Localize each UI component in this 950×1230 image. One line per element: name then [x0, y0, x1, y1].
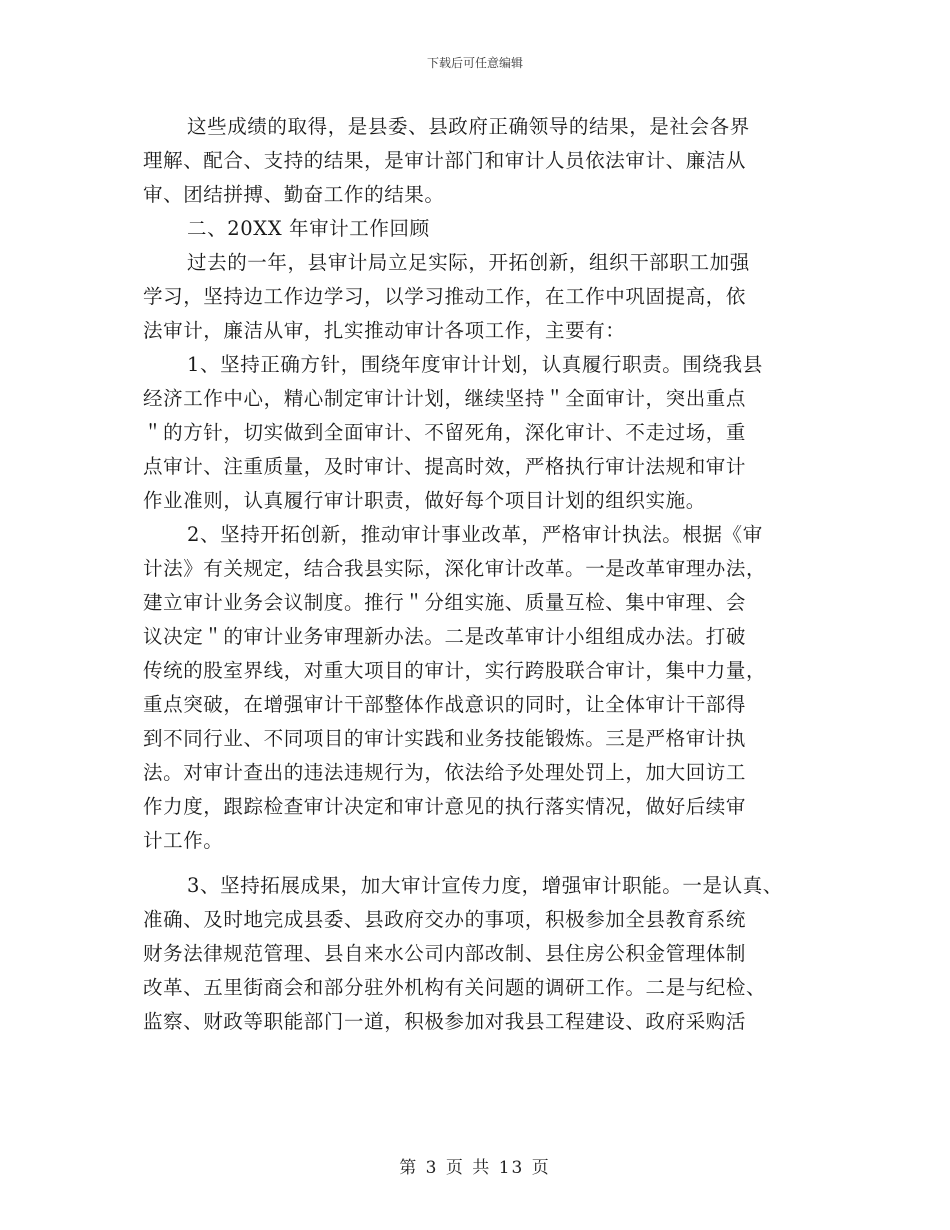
- page-header-note: 下载后可任意编辑: [426, 56, 523, 70]
- text-line: 议决定＂的审计业务审理新办法。二是改革审计小组组成办法。打破: [143, 625, 747, 648]
- text-line: 理解、配合、支持的结果，是审计部门和审计人员依法审计、廉洁从: [143, 149, 747, 172]
- text-line: 学习，坚持边工作边学习，以学习推动工作，在工作中巩固提高，依: [143, 285, 747, 308]
- text-line: 建立审计业务会议制度。推行＂分组实施、质量互检、集中审理、会: [143, 591, 747, 614]
- text-line: 作业准则，认真履行审计职责，做好每个项目计划的组织实施。: [143, 489, 706, 512]
- text-line: 到不同行业、不同项目的审计实践和业务技能锻炼。三是严格审计执: [143, 727, 747, 750]
- text-line: ＂的方针，切实做到全面审计、不留死角，深化审计、不走过场，重: [143, 421, 747, 444]
- text-line: 财务法律规范管理、县自来水公司内部改制、县住房公积金管理体制: [143, 942, 747, 965]
- text-line: 准确、及时地完成县委、县政府交办的事项，积极参加全县教育系统: [143, 908, 747, 931]
- document-body: [143, 110, 823, 1039]
- text-line: 法审计，廉洁从审，扎实推动审计各项工作，主要有：: [143, 319, 626, 342]
- text-line: 计法》有关规定，结合我县实际，深化审计改革。一是改革审理办法，: [143, 557, 767, 580]
- text-line: 改革、五里街商会和部分驻外机构有关问题的调研工作。二是与纪检、: [143, 976, 767, 999]
- text-line: 重点突破，在增强审计干部整体作战意识的同时，让全体审计干部得: [143, 693, 747, 716]
- section-heading: 二、20XX 年审计工作回顾: [187, 217, 430, 240]
- page-number-footer: 第 3 页 共 13 页: [399, 1158, 551, 1178]
- text-line: 过去的一年，县审计局立足实际，开拓创新，组织干部职工加强: [187, 251, 750, 274]
- text-line: 作力度，跟踪检查审计决定和审计意见的执行落实情况，做好后续审: [143, 795, 747, 818]
- text-line: 法。对审计查出的违法违规行为，依法给予处理处罚上，加大回访工: [143, 761, 747, 784]
- text-line: 审、团结拼搏、勤奋工作的结果。: [143, 183, 445, 206]
- text-line: 计工作。: [143, 829, 224, 852]
- text-line: 经济工作中心，精心制定审计计划，继续坚持＂全面审计，突出重点: [143, 387, 747, 410]
- text-line: 1、坚持正确方针，围绕年度审计计划，认真履行职责。围绕我县: [187, 353, 763, 376]
- text-line: 3、坚持拓展成果，加大审计宣传力度，增强审计职能。一是认真、: [187, 874, 783, 897]
- text-line: 这些成绩的取得，是县委、县政府正确领导的结果，是社会各界: [187, 115, 750, 138]
- text-line: 2、坚持开拓创新，推动审计事业改革，严格审计执法。根据《审: [187, 523, 763, 546]
- text-line: 监察、财政等职能部门一道，积极参加对我县工程建设、政府采购活: [143, 1010, 747, 1033]
- text-line: 传统的股室界线，对重大项目的审计，实行跨股联合审计，集中力量，: [143, 659, 767, 682]
- text-line: 点审计、注重质量，及时审计、提高时效，严格执行审计法规和审计: [143, 455, 747, 478]
